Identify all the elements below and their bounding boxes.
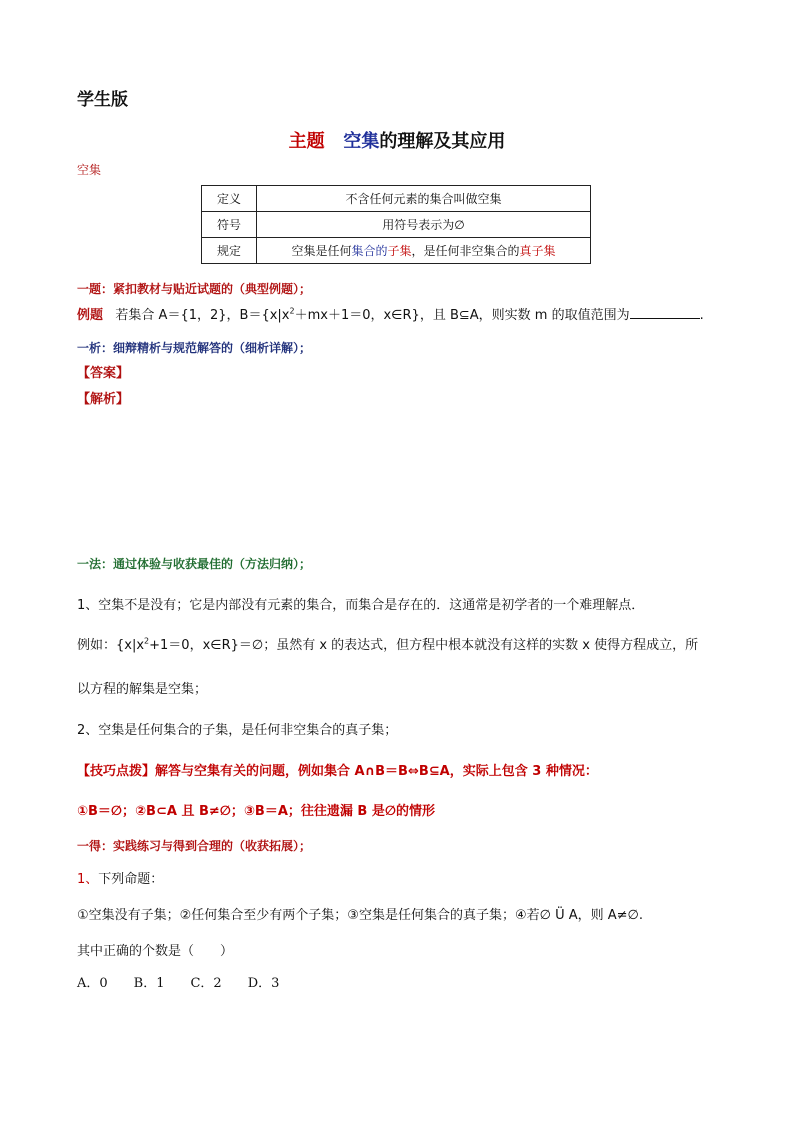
example-label: 例题 [77, 308, 104, 323]
exercise-text: 下列命题： [98, 872, 164, 887]
heading-practice: 一得：实践练习与得到合理的（收获拓展）； [77, 839, 312, 853]
heading-detailed-analysis: 一析：细辩精析与规范解答的（细析详解）； [77, 341, 312, 355]
analysis-label: 【解析】 [77, 392, 130, 407]
method-continuation: 以方程的解集是空集； [77, 682, 208, 697]
example-end: . [699, 308, 704, 323]
method-text: 例如：{x|x [77, 638, 145, 653]
heading-method: 一法：通过体验与收获最佳的（方法归纳）； [77, 557, 312, 571]
title-rest: 的理解及其应用 [379, 131, 506, 152]
page-title [0, 127, 794, 153]
table-value: 不含任何元素的集合叫做空集 [257, 186, 591, 212]
table-row [202, 238, 591, 264]
definition-table [201, 185, 591, 264]
method-point-1: 1、空集不是没有；它是内部没有元素的集合，而集合是存在的．这通常是初学者的一个难理解点． [77, 598, 645, 613]
table-row [202, 186, 591, 212]
rule-proper-subset: 真子集 [519, 244, 556, 258]
doc-label: 学生版 [77, 90, 128, 110]
table-key: 符号 [202, 212, 257, 238]
example-sup: 2 [289, 306, 295, 316]
exercise-question: 其中正确的个数是（ ） [77, 944, 234, 959]
tip-line-2: ①B＝∅；②B⊂A 且 B≠∅；③B＝A；往往遗漏 B 是∅的情形 [77, 804, 435, 819]
rule-highlight: 集合的 [351, 244, 388, 258]
table-value: 用符号表示为∅ [257, 212, 591, 238]
rule-text: 空集是任何 [291, 244, 352, 258]
exercise-number: 1、 [77, 872, 99, 887]
table-key: 规定 [202, 238, 257, 264]
rule-text: ，是任何非空集合的 [411, 244, 520, 258]
method-example [77, 634, 698, 653]
title-prefix: 主题 [288, 131, 325, 152]
tip-line-1: 【技巧点拨】解答与空集有关的问题，例如集合 A∩B＝B⇔B⊆A，实际上包含 3 种情况： [77, 764, 598, 779]
table-value [257, 238, 591, 264]
heading-typical-example: 一题：紧扣教材与贴近试题的（典型例题）； [77, 282, 312, 296]
exercise-prompt [77, 868, 163, 887]
exercise-options: A．0 B．1 C．2 D．3 [77, 976, 280, 991]
table-row [202, 212, 591, 238]
answer-blank [630, 306, 700, 319]
example-text: ＋mx＋1＝0，x∈R}，且 B⊆A，则实数 m 的取值范围为 [294, 308, 630, 323]
rule-subset: 子集 [387, 244, 412, 258]
method-text: +1＝0，x∈R}＝∅；虽然有 x 的表达式，但方程中根本就没有这样的实数 x 使得方程成立，所 [149, 638, 699, 653]
method-sup: 2 [144, 636, 150, 646]
example-problem [77, 304, 704, 323]
section-label: 空集 [77, 163, 102, 177]
example-text: 若集合 A＝{1，2}，B＝{x|x [115, 308, 290, 323]
method-point-2: 2、空集是任何集合的子集，是任何非空集合的真子集； [77, 723, 398, 738]
title-keyword: 空集 [343, 131, 380, 152]
table-key: 定义 [202, 186, 257, 212]
exercise-statements: ①空集没有子集；②任何集合至少有两个子集；③空集是任何集合的真子集；④若∅ Ü A，则 A≠∅. [77, 908, 643, 923]
answer-label: 【答案】 [77, 366, 130, 381]
